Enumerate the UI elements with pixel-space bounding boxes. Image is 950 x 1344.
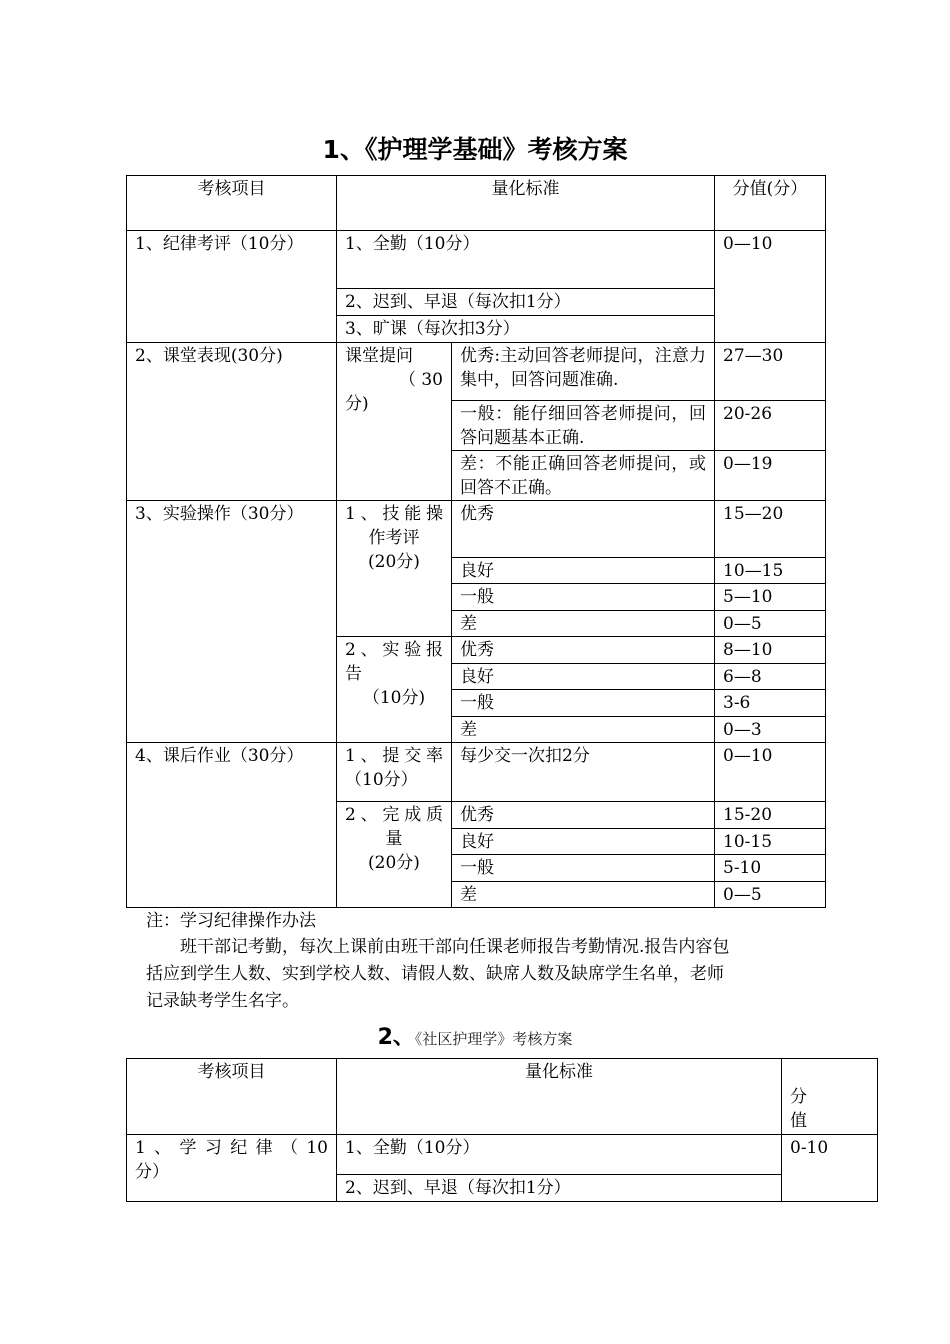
sub-item-submit (337, 743, 452, 802)
grade-cell: 良好 (452, 829, 715, 855)
score-cell: 10-15 (715, 829, 826, 855)
item-classroom: 2、课堂表现(30分) (127, 343, 337, 501)
score-cell: 0—3 (715, 717, 826, 743)
grade-cell: 良好 (452, 664, 715, 690)
sub-item-line: (20分) (368, 552, 420, 572)
sub-item-quality (337, 802, 452, 908)
header-score-line: 值 (790, 1111, 807, 1131)
assessment-table-community-nursing (126, 1058, 878, 1202)
criteria-row: 3、旷课（每次扣3分） (337, 316, 715, 343)
sub-item-line: 课堂提问 (345, 346, 413, 366)
sub-item-line: 告 (345, 664, 362, 684)
grade-cell: 良好 (452, 558, 715, 584)
criteria-row: 一般：能仔细回答老师提问，回答问题基本正确. (452, 401, 715, 451)
criteria-row: 2、迟到、早退（每次扣1分） (337, 1175, 782, 1202)
score-cell: 6—8 (715, 664, 826, 690)
header-score-line: 分 (790, 1087, 807, 1107)
sub-item-line: 2、实验报 (345, 640, 443, 660)
grade-cell: 优秀 (452, 802, 715, 829)
sub-item-line: 1、技能操 (345, 504, 443, 524)
note-title: 注：学习纪律操作办法 (146, 911, 316, 931)
score-cell: 0—19 (715, 451, 826, 501)
sub-item-line: 量 (385, 829, 403, 849)
assessment-table-nursing-fundamentals (126, 175, 826, 908)
sub-item-questions (337, 343, 452, 501)
criteria-row: 每少交一次扣2分 (452, 743, 715, 802)
grade-cell: 优秀 (452, 501, 715, 558)
grade-cell: 一般 (452, 690, 715, 717)
grade-cell: 差 (452, 882, 715, 908)
sub-item-line: （10分） (345, 770, 418, 790)
score-cell: 0—10 (715, 743, 826, 802)
score-cell: 8—10 (715, 637, 826, 664)
score-cell: 27—30 (715, 343, 826, 401)
sub-item-line: 1、提交率 (345, 746, 443, 766)
item-line: 分） (135, 1162, 169, 1182)
score-cell: 20-26 (715, 401, 826, 451)
note-line: 班干部记考勤，每次上课前由班干部向任课老师报告考勤情况.报告内容包 (180, 937, 730, 957)
header-score (782, 1059, 878, 1135)
item-line: 1、学习纪律（10 (135, 1138, 328, 1158)
grade-cell: 差 (452, 717, 715, 743)
score-cell: 5—10 (715, 584, 826, 611)
item-homework: 4、课后作业（30分） (127, 743, 337, 908)
criteria-row: 优秀:主动回答老师提问，注意力集中，回答问题准确. (452, 343, 715, 401)
sub-item-line: （10分) (362, 688, 426, 708)
header-criteria: 量化标准 (337, 1059, 782, 1135)
score-cell: 10—15 (715, 558, 826, 584)
note-line: 记录缺考学生名字。 (146, 991, 299, 1011)
grade-cell: 一般 (452, 855, 715, 882)
item-discipline (127, 1135, 337, 1202)
header-score: 分值(分） (715, 176, 826, 231)
sub-item-line: (20分) (368, 853, 420, 873)
grade-cell: 差 (452, 611, 715, 637)
header-criteria: 量化标准 (337, 176, 715, 231)
header-item: 考核项目 (127, 176, 337, 231)
score-cell: 5-10 (715, 855, 826, 882)
section2-title-text: 《社区护理学》考核方案 (414, 1030, 573, 1048)
sub-item-line: 分) (345, 394, 369, 414)
grade-cell: 一般 (452, 584, 715, 611)
item-experiment: 3、实验操作（30分） (127, 501, 337, 743)
criteria-row: 1、全勤（10分） (337, 231, 715, 289)
section2-title-number: 2、 (377, 1025, 415, 1050)
criteria-row: 2、迟到、早退（每次扣1分） (337, 289, 715, 316)
score-cell: 3-6 (715, 690, 826, 717)
note-line: 括应到学生人数、实到学校人数、请假人数、缺席人数及缺席学生名单，老师 (146, 964, 724, 984)
sub-item-line: 2、完成质 (345, 805, 443, 825)
criteria-row: 1、全勤（10分） (337, 1135, 782, 1175)
sub-item-line: （ 30 (398, 370, 443, 390)
criteria-row: 差：不能正确回答老师提问，或回答不正确。 (452, 451, 715, 501)
grade-cell: 优秀 (452, 637, 715, 664)
score-cell: 0—5 (715, 611, 826, 637)
sub-item-report (337, 637, 452, 743)
page-title: 1、《护理学基础》考核方案 (322, 135, 628, 164)
header-item: 考核项目 (127, 1059, 337, 1135)
score-cell: 0—5 (715, 882, 826, 908)
score-cell: 0—10 (715, 231, 826, 343)
section2-title (0, 1020, 950, 1051)
item-discipline: 1、纪律考评（10分） (127, 231, 337, 343)
score-cell: 15-20 (715, 802, 826, 829)
sub-item-line: 作考评 (368, 528, 420, 548)
sub-item-skill (337, 501, 452, 637)
score-cell: 0-10 (782, 1135, 878, 1202)
score-cell: 15—20 (715, 501, 826, 558)
